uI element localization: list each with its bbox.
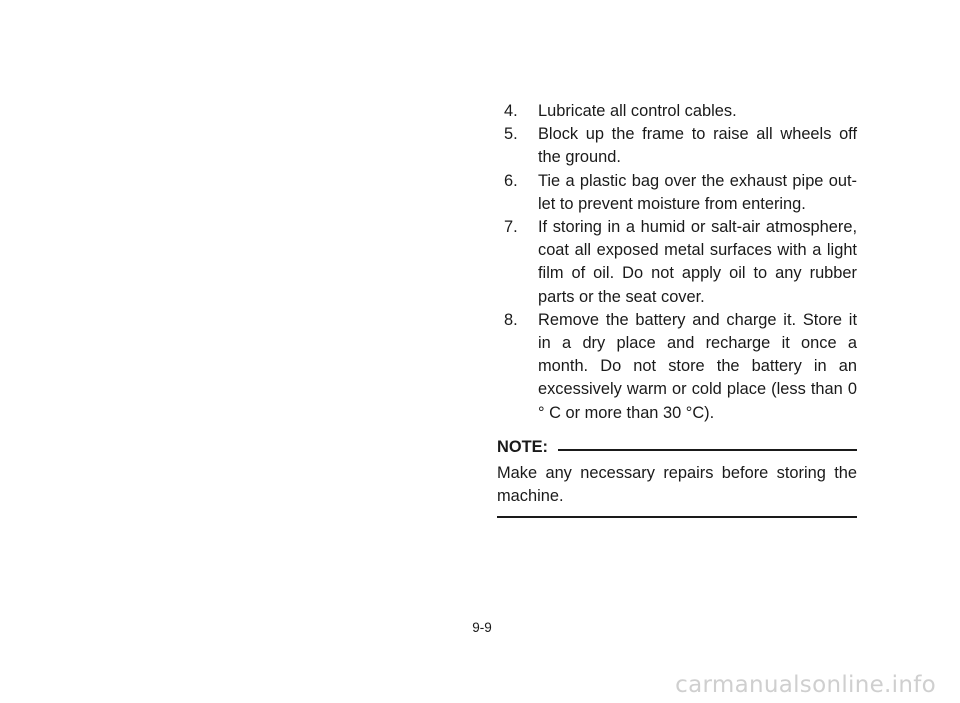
note-text: Make any necessary repairs before storing the machine. [497,464,857,506]
note-top-rule [558,449,857,451]
step-number: 8. [504,310,518,329]
step-number: 5. [504,125,518,144]
step-text: Block up the frame to raise all wheels off the ground. [538,125,857,167]
note-header [497,436,857,459]
step-number: 6. [504,171,518,190]
step-text: If storing in a humid or salt-air atmosphere, coat all exposed metal surfaces with a light film of oil. Do not apply oil to any rubber parts or the seat cover. [538,218,857,306]
step-text: Remove the battery and charge it. Store it in a dry place and recharge it once a month. Do not store the battery in an excessively warm or cold place (less than 0 ° C or more than 30 °C). [538,310,857,422]
step-item [497,170,857,216]
step-number: 7. [504,218,518,237]
step-number: 4. [504,102,518,120]
note-bottom-rule [497,516,857,518]
step-text: Tie a plastic bag over the exhaust pipe out-let to prevent moisture from entering. [538,171,857,213]
step-item [497,309,857,425]
step-text: Lubricate all control cables. [538,102,737,120]
step-item [497,123,857,169]
watermark: carmanualsonline.info [675,672,936,698]
page-number: 9-9 [472,620,492,635]
step-item [497,100,857,123]
note-label: NOTE: [497,437,548,456]
step-item [497,216,857,309]
manual-text-column [497,100,857,518]
